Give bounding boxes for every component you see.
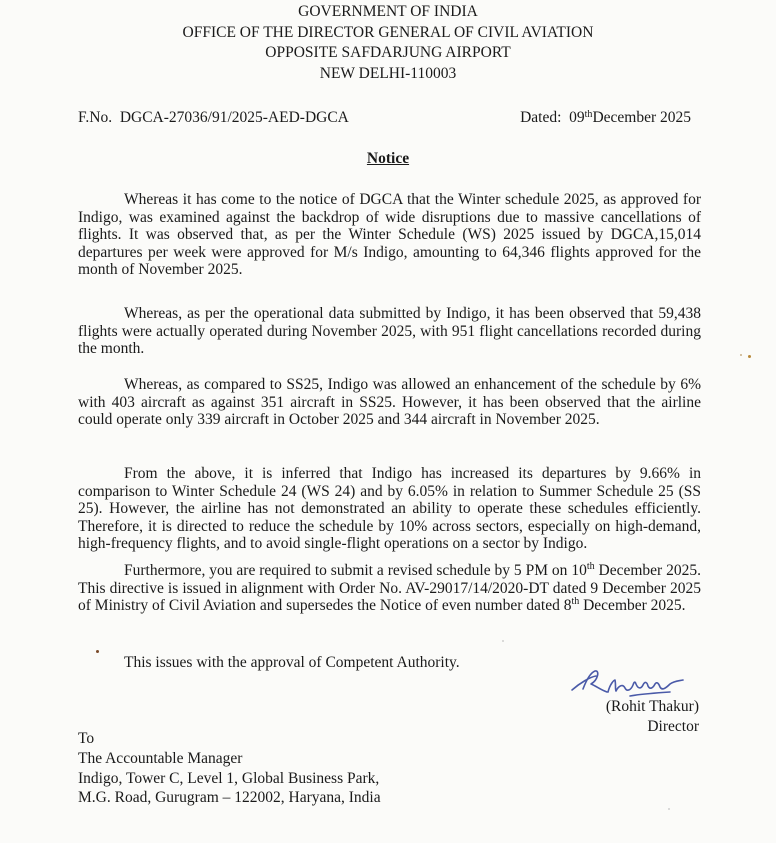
addressee-block [78,729,381,808]
file-number-value: DGCA-27036/91/2025-AED-DGCA [119,109,349,126]
paragraph-winter-schedule: Whereas it has come to the notice of DGCA that the Winter schedule 2025, as approved for Indigo, was examined against the backdrop of wide disruptions due to massive cancellations of flights. It was observed that, as per the Winter Schedule (WS) 2025 issued by DGCA,15,014 departures per week were approved for M/s Indigo, amounting to 64,346 flights approved for the month of November 2025. [78,191,701,279]
paragraph-aircraft-enhancement: Whereas, as compared to SS25, Indigo was allowed an enhancement of the schedule by 6% with 403 aircraft as against 351 aircraft in SS25. However, it has been observed that the airline could operate only 339 aircraft in October 2025 and 344 aircraft in November 2025. [78,376,701,429]
addressee-to: To [78,730,95,747]
paragraph-schedule-reduction: From the above, it is inferred that Indigo has increased its departures by 9.66% in comparison to Winter Schedule 24 (WS 24) and by 6.05% in relation to Summer Schedule 25 (SS 25). However, the airline has not demonstrated an ability to operate these schedules efficiently. Therefore, it is directed to reduce the schedule by 10% across sectors, especially on high-demand, high-frequency flights, and to avoid single-flight operations on a sector by Indigo. [78,465,701,553]
revised-schedule-text-1: Furthermore, you are required to submit a revised schedule by 5 PM on 10 [124,562,587,579]
approval-statement: This issues with the approval of Competent Authority. [124,654,460,671]
addressee-address-line-2: M.G. Road, Gurugram – 122002, Haryana, India [78,789,381,807]
scan-speck [748,355,751,358]
addressee-address-line-1: Indigo, Tower C, Level 1, Global Business Park, [78,769,380,787]
issue-date-label: Dated: [520,109,562,126]
letterhead-line-location: OPPOSITE SAFDARJUNG AIRPORT [265,44,511,61]
revised-schedule-text-2: December 2025. This directive is issued in alignment with Order No. AV-29017/14/2020-DT dated 9 December 2025 of Ministry of Civil Aviation and supersedes the Notice of even number dated 8 [78,562,701,615]
signatory-block [560,697,699,736]
paragraph-operational-data: Whereas, as per the operational data submitted by Indigo, it has been observed that 59,438 flights were actually operated during November 2025, with 951 flight cancellations recorded during the month. [78,305,701,358]
revised-schedule-ordinal-1: th [586,560,595,572]
revised-schedule-text-3: December 2025. [579,597,686,615]
letterhead-line-office: OFFICE OF THE DIRECTOR GENERAL OF CIVIL AVIATION [182,23,594,41]
letterhead [0,2,776,84]
revised-schedule-ordinal-2: th [571,596,580,608]
notice-title: Notice [366,150,410,167]
signatory-designation: Director [647,717,699,735]
scan-speck [502,640,504,642]
scan-speck [96,650,99,653]
signatory-name: (Rohit Thakur) [605,698,699,715]
letterhead-line-government: GOVERNMENT OF INDIA [298,3,478,20]
scan-speck [740,354,742,356]
letterhead-line-city: NEW DELHI-110003 [319,64,457,82]
issue-date-day-suffix: th [584,109,593,120]
issue-date-day: 09 [569,109,585,126]
file-number-label: F.No. [78,109,113,126]
scan-speck [668,808,670,810]
addressee-title: The Accountable Manager [78,749,243,767]
paragraph-revised-schedule [78,562,701,615]
issue-date [520,109,691,127]
issue-date-rest: December 2025 [592,109,691,126]
file-number [78,109,349,127]
